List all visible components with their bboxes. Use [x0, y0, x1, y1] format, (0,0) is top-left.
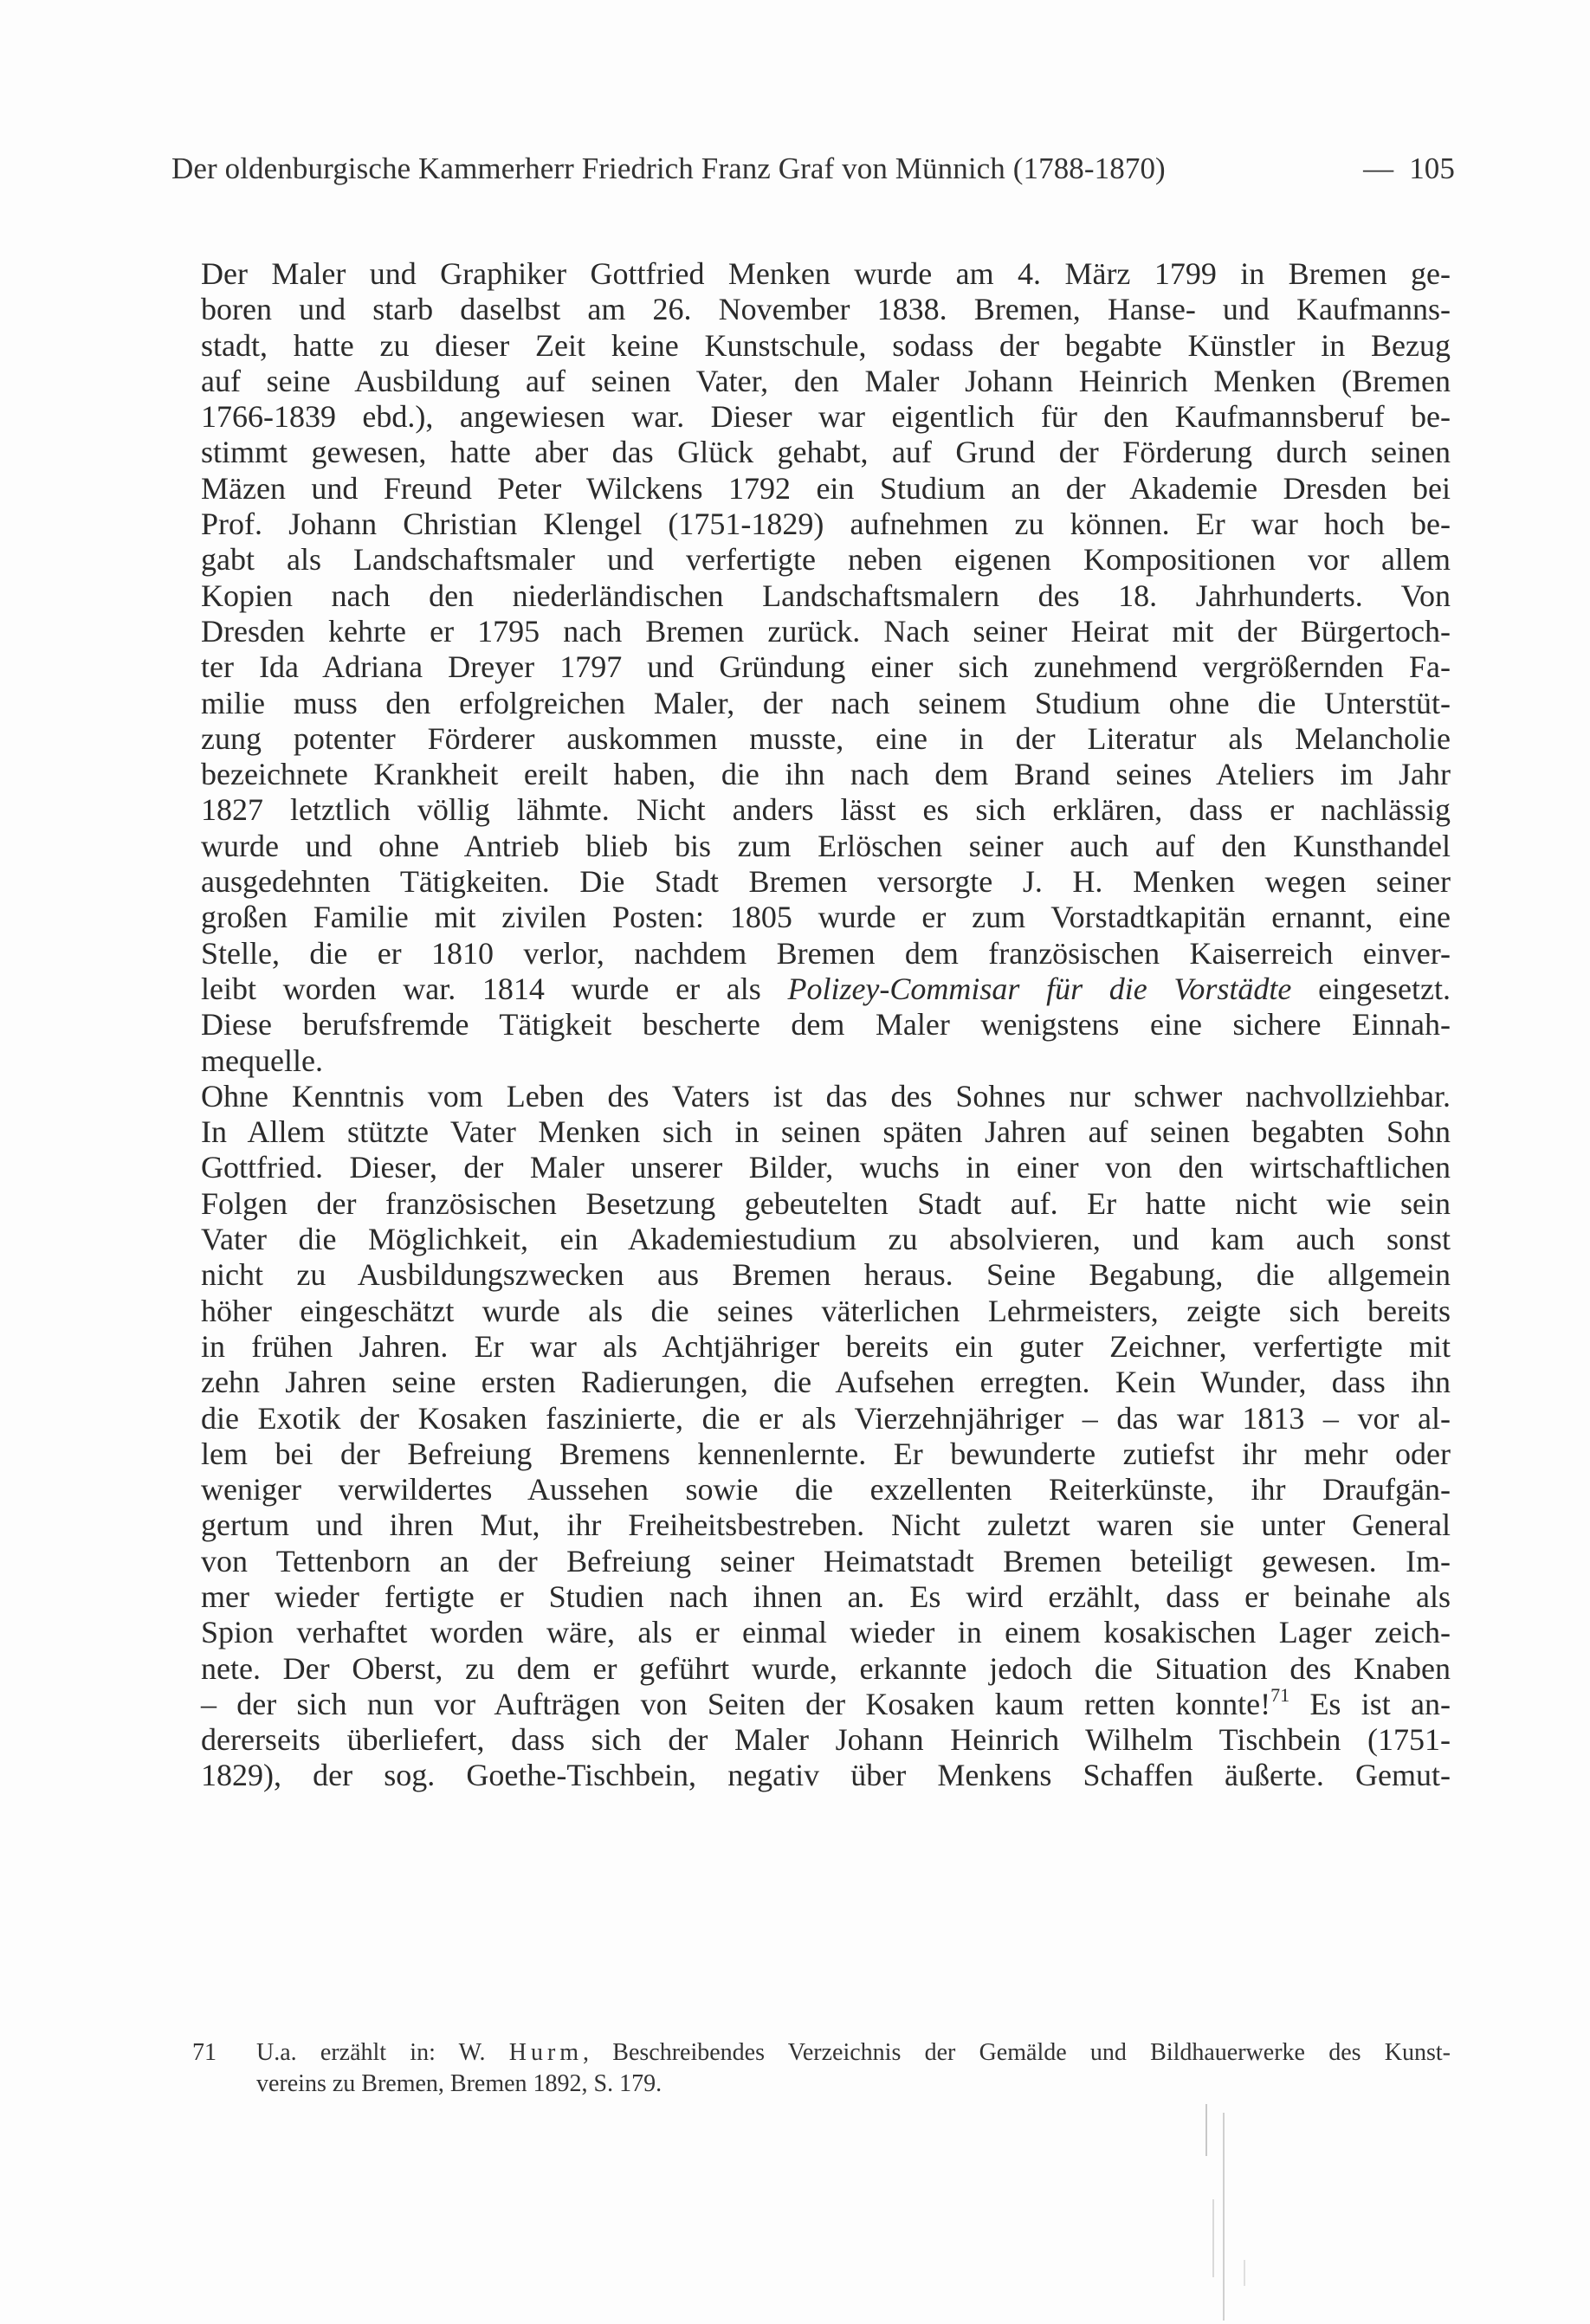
text-line: von Tettenborn an der Befreiung seiner Heimatstadt Bremen beteiligt gewesen. Im- [201, 1543, 1451, 1578]
text-line: mer wieder fertigte er Studien nach ihnen an. Es wird erzählt, dass er beinahe als [201, 1578, 1451, 1614]
text-line: stadt, hatte zu dieser Zeit keine Kunstschule, sodass der begabte Künstler in Bezug [201, 327, 1451, 363]
text-line: gertum und ihren Mut, ihr Freiheitsbestreben. Nicht zuletzt waren sie unter General [201, 1507, 1451, 1543]
scan-artifact [1244, 2260, 1245, 2286]
text-line-with-footnote-ref [201, 1683, 1451, 1722]
text-line: ter Ida Adriana Dreyer 1797 und Gründung einer sich zunehmend vergrößernden Fa- [201, 649, 1451, 685]
text-line: stimmt gewesen, hatte aber das Glück gehabt, auf Grund der Förderung durch seinen [201, 435, 1451, 470]
scan-artifact [1212, 2199, 1214, 2277]
footnote-text-part: , Beschreibendes Verzeichnis der Gemälde und Bildhauerwerke des Kunst- [583, 2039, 1451, 2066]
text-line: die Exotik der Kosaken faszinierte, die er als Vierzehnjähriger – das war 1813 – vor al- [201, 1400, 1451, 1436]
text-line: Kopien nach den niederländischen Landschaftsmalern des 18. Jahrhunderts. Von [201, 578, 1451, 613]
text-line: zung potenter Förderer auskommen musste, eine in der Literatur als Melancholie [201, 720, 1451, 756]
footnote-reference[interactable]: 71 [1270, 1683, 1290, 1706]
text-line: auf seine Ausbildung auf seinen Vater, den Maler Johann Heinrich Menken (Bremen [201, 363, 1451, 398]
header-dash: — [1363, 152, 1394, 185]
running-title: Der oldenburgische Kammerherr Friedrich Franz Graf von Münnich (1788-1870) [171, 152, 1166, 185]
text-line: Dresden kehrte er 1795 nach Bremen zurück. Nach seiner Heirat mit der Bürgertoch- [201, 613, 1451, 649]
text-line: milie muss den erfolgreichen Maler, der nach seinem Studium ohne die Unterstüt- [201, 685, 1451, 720]
footnote-text-part: U.a. erzählt in: W. [256, 2039, 486, 2066]
text-line: bezeichnete Krankheit ereilt haben, die ihn nach dem Brand seines Ateliers im Jahr [201, 757, 1451, 792]
text-line: 1827 letztlich völlig lähmte. Nicht anders lässt es sich erklären, dass er nachlässig [201, 792, 1451, 828]
text-line: höher eingeschätzt wurde als die seines väterlichen Lehrmeisters, zeigte sich bereits [201, 1293, 1451, 1328]
text-line: wurde und ohne Antrieb blieb bis zum Erlöschen seiner auch auf den Kunsthandel [201, 828, 1451, 863]
text-line: 1766-1839 ebd.), angewiesen war. Dieser war eigentlich für den Kaufmannsberuf be- [201, 399, 1451, 435]
page-number: 105 [1409, 152, 1455, 185]
text-line: zehn Jahren seine ersten Radierungen, die Aufsehen erregten. Kein Wunder, dass ihn [201, 1365, 1451, 1400]
line-text: leibt worden war. 1814 wurde er als [201, 971, 761, 1006]
text-line: In Allem stützte Vater Menken sich in seinen späten Jahren auf seinen begabten Sohn [201, 1114, 1451, 1150]
text-line: dererseits überliefert, dass sich der Maler Johann Heinrich Wilhelm Tischbein (1751- [201, 1722, 1451, 1758]
text-line: Prof. Johann Christian Klengel (1751-1829) aufnehmen zu können. Er war hoch be- [201, 507, 1451, 542]
line-text: Es ist an- [1289, 1686, 1451, 1721]
text-line: Folgen der französischen Besetzung gebeutelten Stadt auf. Er hatte nicht wie sein [201, 1185, 1451, 1221]
text-line: in frühen Jahren. Er war als Achtjähriger bereits ein guter Zeichner, verfertigte mit [201, 1328, 1451, 1364]
text-line: weniger verwildertes Aussehen sowie die exzellenten Reiterkünste, ihr Draufgän- [201, 1472, 1451, 1507]
text-line: Stelle, die er 1810 verlor, nachdem Bremen dem französischen Kaiserreich einver- [201, 935, 1451, 971]
text-line: lem bei der Befreiung Bremens kennenlernte. Er bewunderte zutiefst ihr mehr oder [201, 1436, 1451, 1471]
text-line: 1829), der sog. Goethe-Tischbein, negativ über Menkens Schaffen äußerte. Gemut- [201, 1758, 1451, 1793]
text-line: nicht zu Ausbildungszwecken aus Bremen heraus. Seine Begabung, die allgemein [201, 1257, 1451, 1293]
text-line-with-italic [201, 972, 1451, 1007]
italic-term: Polizey-Commisar für die Vorstädte [787, 971, 1292, 1006]
scan-artifact [1205, 2104, 1207, 2156]
text-line: Ohne Kenntnis vom Leben des Vaters ist das des Sohnes nur schwer nachvollziehbar. [201, 1078, 1451, 1114]
text-line: ausgedehnten Tätigkeiten. Die Stadt Bremen versorgte J. H. Menken wegen seiner [201, 864, 1451, 900]
text-line: Der Maler und Graphiker Gottfried Menken wurde am 4. März 1799 in Bremen ge- [201, 256, 1451, 291]
line-text: – der sich nun vor Aufträgen von Seiten der Kosaken kaum retten konnte! [201, 1686, 1271, 1721]
body-text [201, 256, 1451, 1794]
text-line: Vater die Möglichkeit, ein Akademiestudium zu absolvieren, und kam auch sonst [201, 1222, 1451, 1257]
text-line: boren und starb daselbst am 26. November 1838. Bremen, Hanse- und Kaufmanns- [201, 292, 1451, 327]
footnote-line [256, 2037, 1451, 2069]
text-line: gabt als Landschaftsmaler und verfertigte neben eigenen Kompositionen vor allem [201, 542, 1451, 578]
text-line: großen Familie mit zivilen Posten: 1805 wurde er zum Vorstadtkapitän ernannt, eine [201, 900, 1451, 935]
footnote-text [256, 2037, 1451, 2100]
line-text: eingesetzt. [1318, 971, 1451, 1006]
footnote-author: Hurm [508, 2039, 584, 2066]
footnote-line: vereins zu Bremen, Bremen 1892, S. 179. [256, 2070, 662, 2097]
header-page-info [1363, 145, 1455, 192]
text-line: nete. Der Oberst, zu dem er geführt wurde, erkannte jedoch die Situation des Knaben [201, 1650, 1451, 1686]
text-line: Spion verhaftet worden wäre, als er einmal wieder in einem kosakischen Lager zeich- [201, 1615, 1451, 1650]
running-header [171, 145, 1455, 192]
text-line-paragraph-end: mequelle. [201, 1043, 323, 1078]
text-line: Gottfried. Dieser, der Maler unserer Bilder, wuchs in einer von den wirtschaftlichen [201, 1150, 1451, 1185]
footnote-number: 71 [192, 2039, 217, 2066]
text-line: Diese berufsfremde Tätigkeit bescherte dem Maler wenigstens eine sichere Einnah- [201, 1007, 1451, 1043]
scan-artifact [1223, 2113, 1225, 2321]
text-line: Mäzen und Freund Peter Wilckens 1792 ein Studium an der Akademie Dresden bei [201, 470, 1451, 506]
